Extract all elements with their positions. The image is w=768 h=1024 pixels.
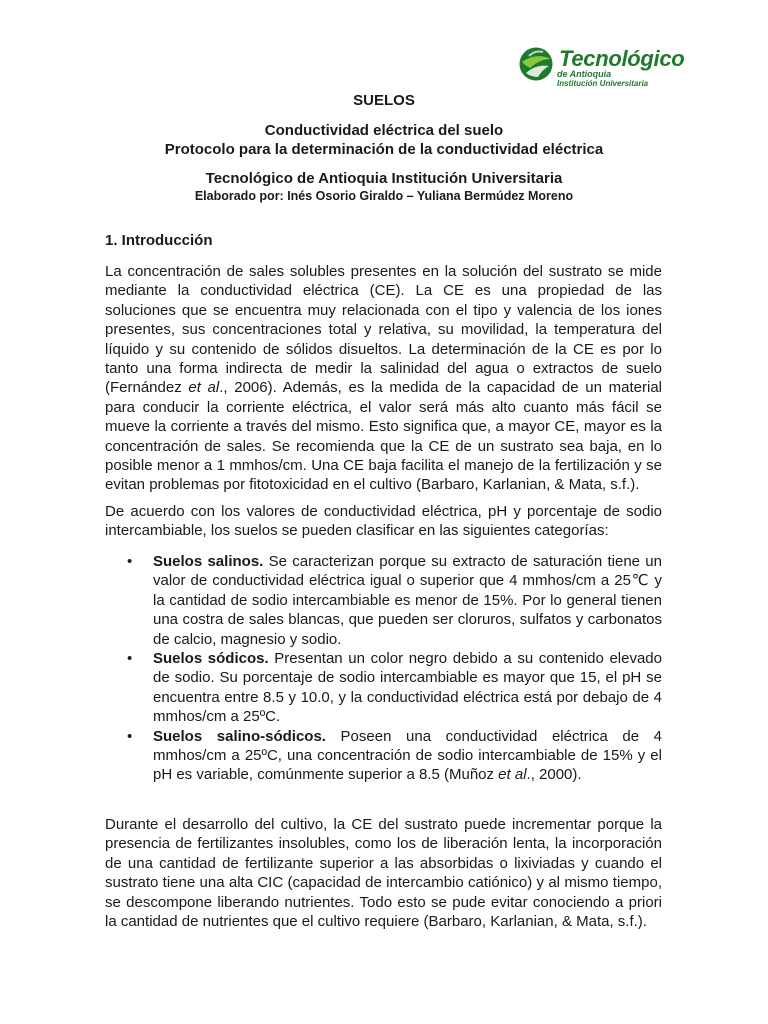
list-item-term: Suelos salinos. xyxy=(153,553,264,570)
intro-paragraph-2: De acuerdo con los valores de conductividad eléctrica, pH y porcentaje de sodio intercambiable, los suelos se pueden clasificar en las siguientes categorías: xyxy=(105,503,662,540)
list-item-text: Poseen una conductividad eléctrica de 4 mmhos/cm a 25ºC, una concentración de sodio intercambiable de 15% y el pH es variable, comúnmente superior a 8.5 (Muñoz xyxy=(153,727,663,784)
paragraph-text: La concentración de sales solubles presentes en la solución del sustrato se mide mediante la conductividad eléctrica (CE). La CE es una propiedad de las soluciones que se encuentra muy relacionada con el tipo y valencia de los iones presentes, sus concentraciones total y relativa, su movilidad, la temperatura del líquido y su contenido de sólidos disueltos. La determinación de la CE es por lo tanto una forma indirecta de medir la salinidad del agua o extractos de suelo (Fernández xyxy=(105,263,662,397)
list-item-term: Suelos salino-sódicos. xyxy=(153,727,326,745)
intro-paragraph-3: Durante el desarrollo del cultivo, la CE del sustrato puede incrementar porque la presencia de fertilizantes insolubles, como los de liberación lenta, la incorporación de una cantidad de fertilizante superior a las absorbidas o lixiviadas y cuando el sustrato tiene una alta CIC (capacidad de intercambio catiónico) y al mismo tiempo, se descompone liberando nutrientes. Todo esto se pude evitar conociendo a priori la cantidad de nutrientes que el cultivo requiere (Barbaro, Karlanian, & Mata, s.f.). xyxy=(105,816,662,931)
list-item-text: ., 2000). xyxy=(526,766,582,784)
logo-name: Tecnológico xyxy=(559,46,685,71)
logo-subtitle: de Antioquia xyxy=(557,69,612,79)
list-item xyxy=(105,727,662,785)
institution-logo xyxy=(518,44,718,92)
bullet-icon: • xyxy=(127,650,133,668)
section-heading: 1. Introducción xyxy=(105,232,213,249)
list-item xyxy=(105,552,662,649)
institution-name: Tecnológico de Antioquia Institución Universitaria xyxy=(205,170,563,187)
bullet-icon: • xyxy=(127,553,133,570)
paragraph-text: ., 2006). Además, es la medida de la capacidad de un material para conducir la corriente eléctrica, el valor será más alto cuanto más fácil se mueve la corriente a través del mismo. Esto significa que, a mayor CE, mayor es la concentración de sales. Se recomienda que la CE de un sustrato sea baja, en lo posible menor a 1 mmhos/cm. Una CE baja facilita el manejo de la fertilización y se evitan problemas por fitotoxicidad en el cultivo (Barbaro, Karlanian, & Mata, s.f.). xyxy=(105,379,662,494)
authors-line: Elaborado por: Inés Osorio Giraldo – Yuliana Bermúdez Moreno xyxy=(194,189,574,203)
list-item-term: Suelos sódicos. xyxy=(153,650,269,668)
bullet-icon: • xyxy=(127,727,133,745)
list-item-text: Se caracterizan porque su extracto de saturación tiene un valor de conductividad eléctrica igual o superior que 4 mmhos/cm a 25℃ y la cantidad de sodio intercambiable es menor de 15%. Por lo general tienen una costra de sales blancas, que pueden ser cloruros, sulfatos y carbonatos de calcio, magnesio y sodio. xyxy=(153,553,662,648)
citation-italic: et al xyxy=(188,379,220,397)
document-subtitle: Conductividad eléctrica del suelo xyxy=(264,122,504,139)
document-protocol-title: Protocolo para la determinación de la conductividad eléctrica xyxy=(164,141,604,158)
list-item xyxy=(105,649,662,727)
logo-globe-icon xyxy=(518,46,554,82)
document-title: SUELOS xyxy=(353,92,415,109)
logo-tagline: Institución Universitaria xyxy=(557,79,649,88)
soil-types-list xyxy=(105,552,662,785)
list-item-text: Presentan un color negro debido a su contenido elevado de sodio. Su porcentaje de sodio intercambiable es mayor que 15, el pH se encuentra entre 8.5 y 10.0, y la conductividad eléctrica está por debajo de 4 mmhos/cm a 25ºC. xyxy=(153,650,662,726)
intro-paragraph-1 xyxy=(105,262,662,495)
citation-italic: et al xyxy=(498,766,527,784)
